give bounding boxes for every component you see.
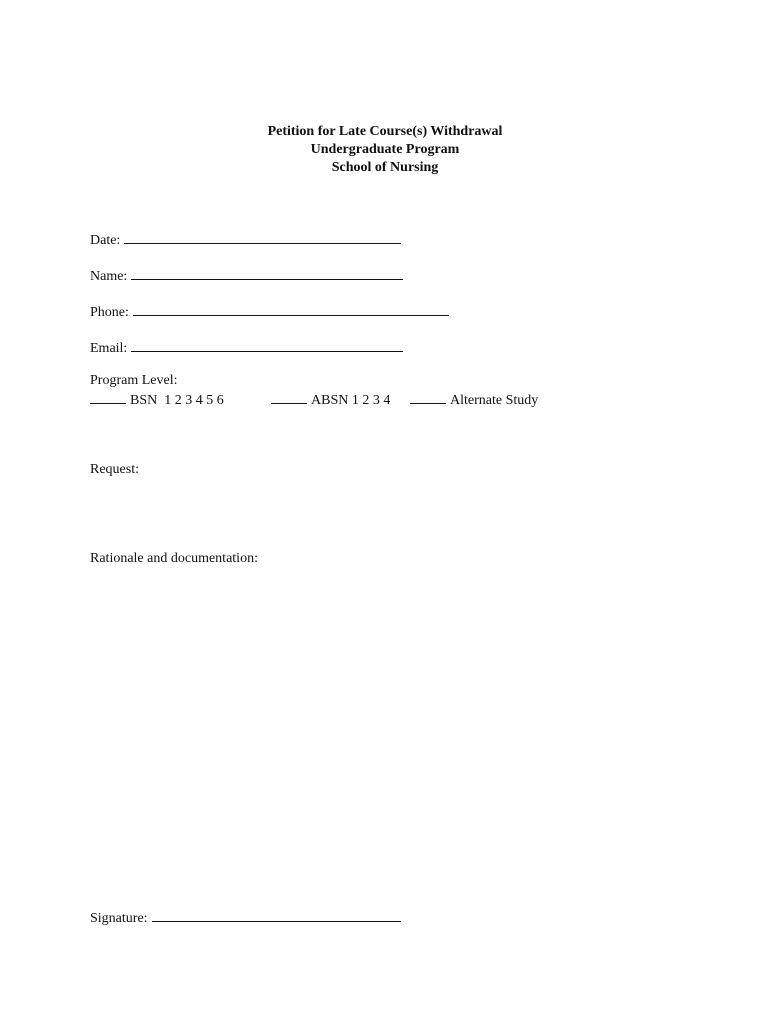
form-title: Petition for Late Course(s) Withdrawal (267, 124, 503, 139)
program-option-absn[interactable] (271, 391, 390, 410)
program-name: Undergraduate Program (310, 142, 460, 157)
absn-blank[interactable] (271, 391, 307, 404)
bsn-option-text: BSN 1 2 3 4 5 6 (130, 393, 224, 408)
name-blank[interactable] (131, 265, 403, 280)
request-label: Request: (90, 462, 139, 477)
bsn-blank[interactable] (90, 391, 126, 404)
phone-label: Phone: (90, 305, 129, 320)
date-blank[interactable] (124, 229, 401, 244)
alternate-option-text: Alternate Study (450, 393, 539, 408)
rationale-label: Rationale and documentation: (90, 551, 258, 566)
date-field-row (90, 229, 401, 250)
signature-field-row (90, 907, 401, 928)
date-label: Date: (90, 233, 121, 248)
school-name: School of Nursing (331, 160, 439, 175)
name-label: Name: (90, 269, 128, 284)
signature-blank[interactable] (152, 907, 401, 922)
email-label: Email: (90, 341, 128, 356)
program-option-alternate[interactable] (410, 391, 538, 410)
email-blank[interactable] (131, 337, 403, 352)
program-level-label: Program Level: (90, 373, 178, 388)
phone-blank[interactable] (133, 301, 449, 316)
absn-option-text: ABSN 1 2 3 4 (311, 393, 391, 408)
signature-label: Signature: (90, 911, 148, 926)
title-block (0, 123, 770, 177)
program-option-bsn[interactable] (90, 391, 224, 410)
email-field-row (90, 337, 403, 358)
phone-field-row (90, 301, 449, 322)
name-field-row (90, 265, 403, 286)
alternate-blank[interactable] (410, 391, 446, 404)
